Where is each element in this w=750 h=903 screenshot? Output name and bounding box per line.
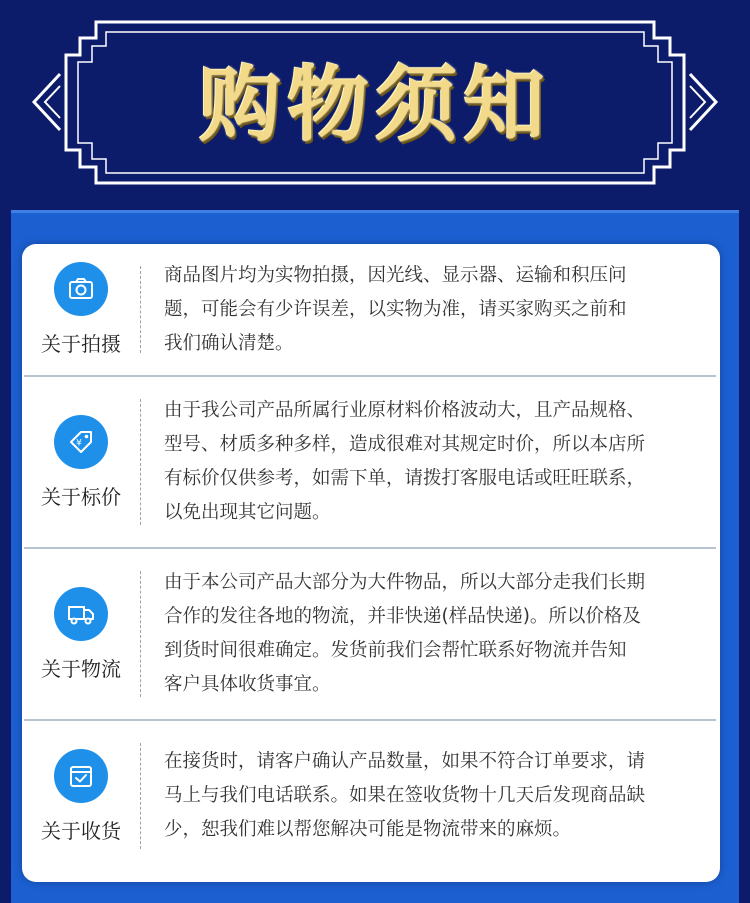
text-line: 我们确认清楚。 [164,332,294,354]
price-tag-icon [54,415,108,469]
header-banner [0,0,750,205]
receipt-box-icon [54,749,108,803]
page-title: 购物须知 [198,57,551,153]
row-header [22,549,140,719]
notice-row-pricing [22,377,720,547]
text-line: 马上与我们电话联系。如果在签收货物十几天后发现商品缺 [164,785,646,806]
text-line: 在接货时，请客户确认产品数量，如果不符合订单要求，请 [164,751,646,772]
notice-row-shooting [22,244,720,375]
camera-icon [54,262,108,316]
truck-icon [54,587,108,641]
section-text [141,549,659,719]
text-line: 合作的发往各地的物流，并非快递(样品快递)。所以价格及 [164,606,641,627]
notice-row-logistics [22,549,720,719]
svg-text:¥: ¥ [76,438,82,448]
section-label: 关于物流 [41,656,121,681]
section-text [141,721,659,871]
text-line: 客户具体收货事宜。 [164,674,331,695]
text-line: 型号、材质多种多样，造成很难对其规定时价，所以本店所 [164,434,646,455]
row-header [22,377,140,547]
section-text [141,377,659,547]
notice-card [22,244,720,882]
text-line: 由于本公司产品大部分为大件物品，所以大部分走我们长期 [164,572,646,593]
text-line: 商品图片均为实物拍摄，因光线、显示器、运输和积压问 [164,264,627,286]
text-line: 由于我公司产品所属行业原材料价格波动大，且产品规格、 [164,400,646,421]
text-line: 有标价仅供参考，如需下单，请拨打客服电话或旺旺联系， [164,468,646,489]
section-label: 关于标价 [41,484,121,509]
text-line: 到货时间很难确定。发货前我们会帮忙联系好物流并告知 [164,640,627,661]
section-text [141,244,641,375]
row-header [22,721,140,871]
row-header [22,244,140,375]
section-label: 关于收货 [41,818,121,843]
notice-row-receiving [22,721,720,871]
text-line: 少，恕我们难以帮您解决可能是物流带来的麻烦。 [164,819,572,840]
section-label: 关于拍摄 [41,332,121,356]
text-line: 题，可能会有少许误差，以实物为准，请买家购买之前和 [164,298,627,320]
text-line: 以免出现其它问题。 [164,502,331,523]
